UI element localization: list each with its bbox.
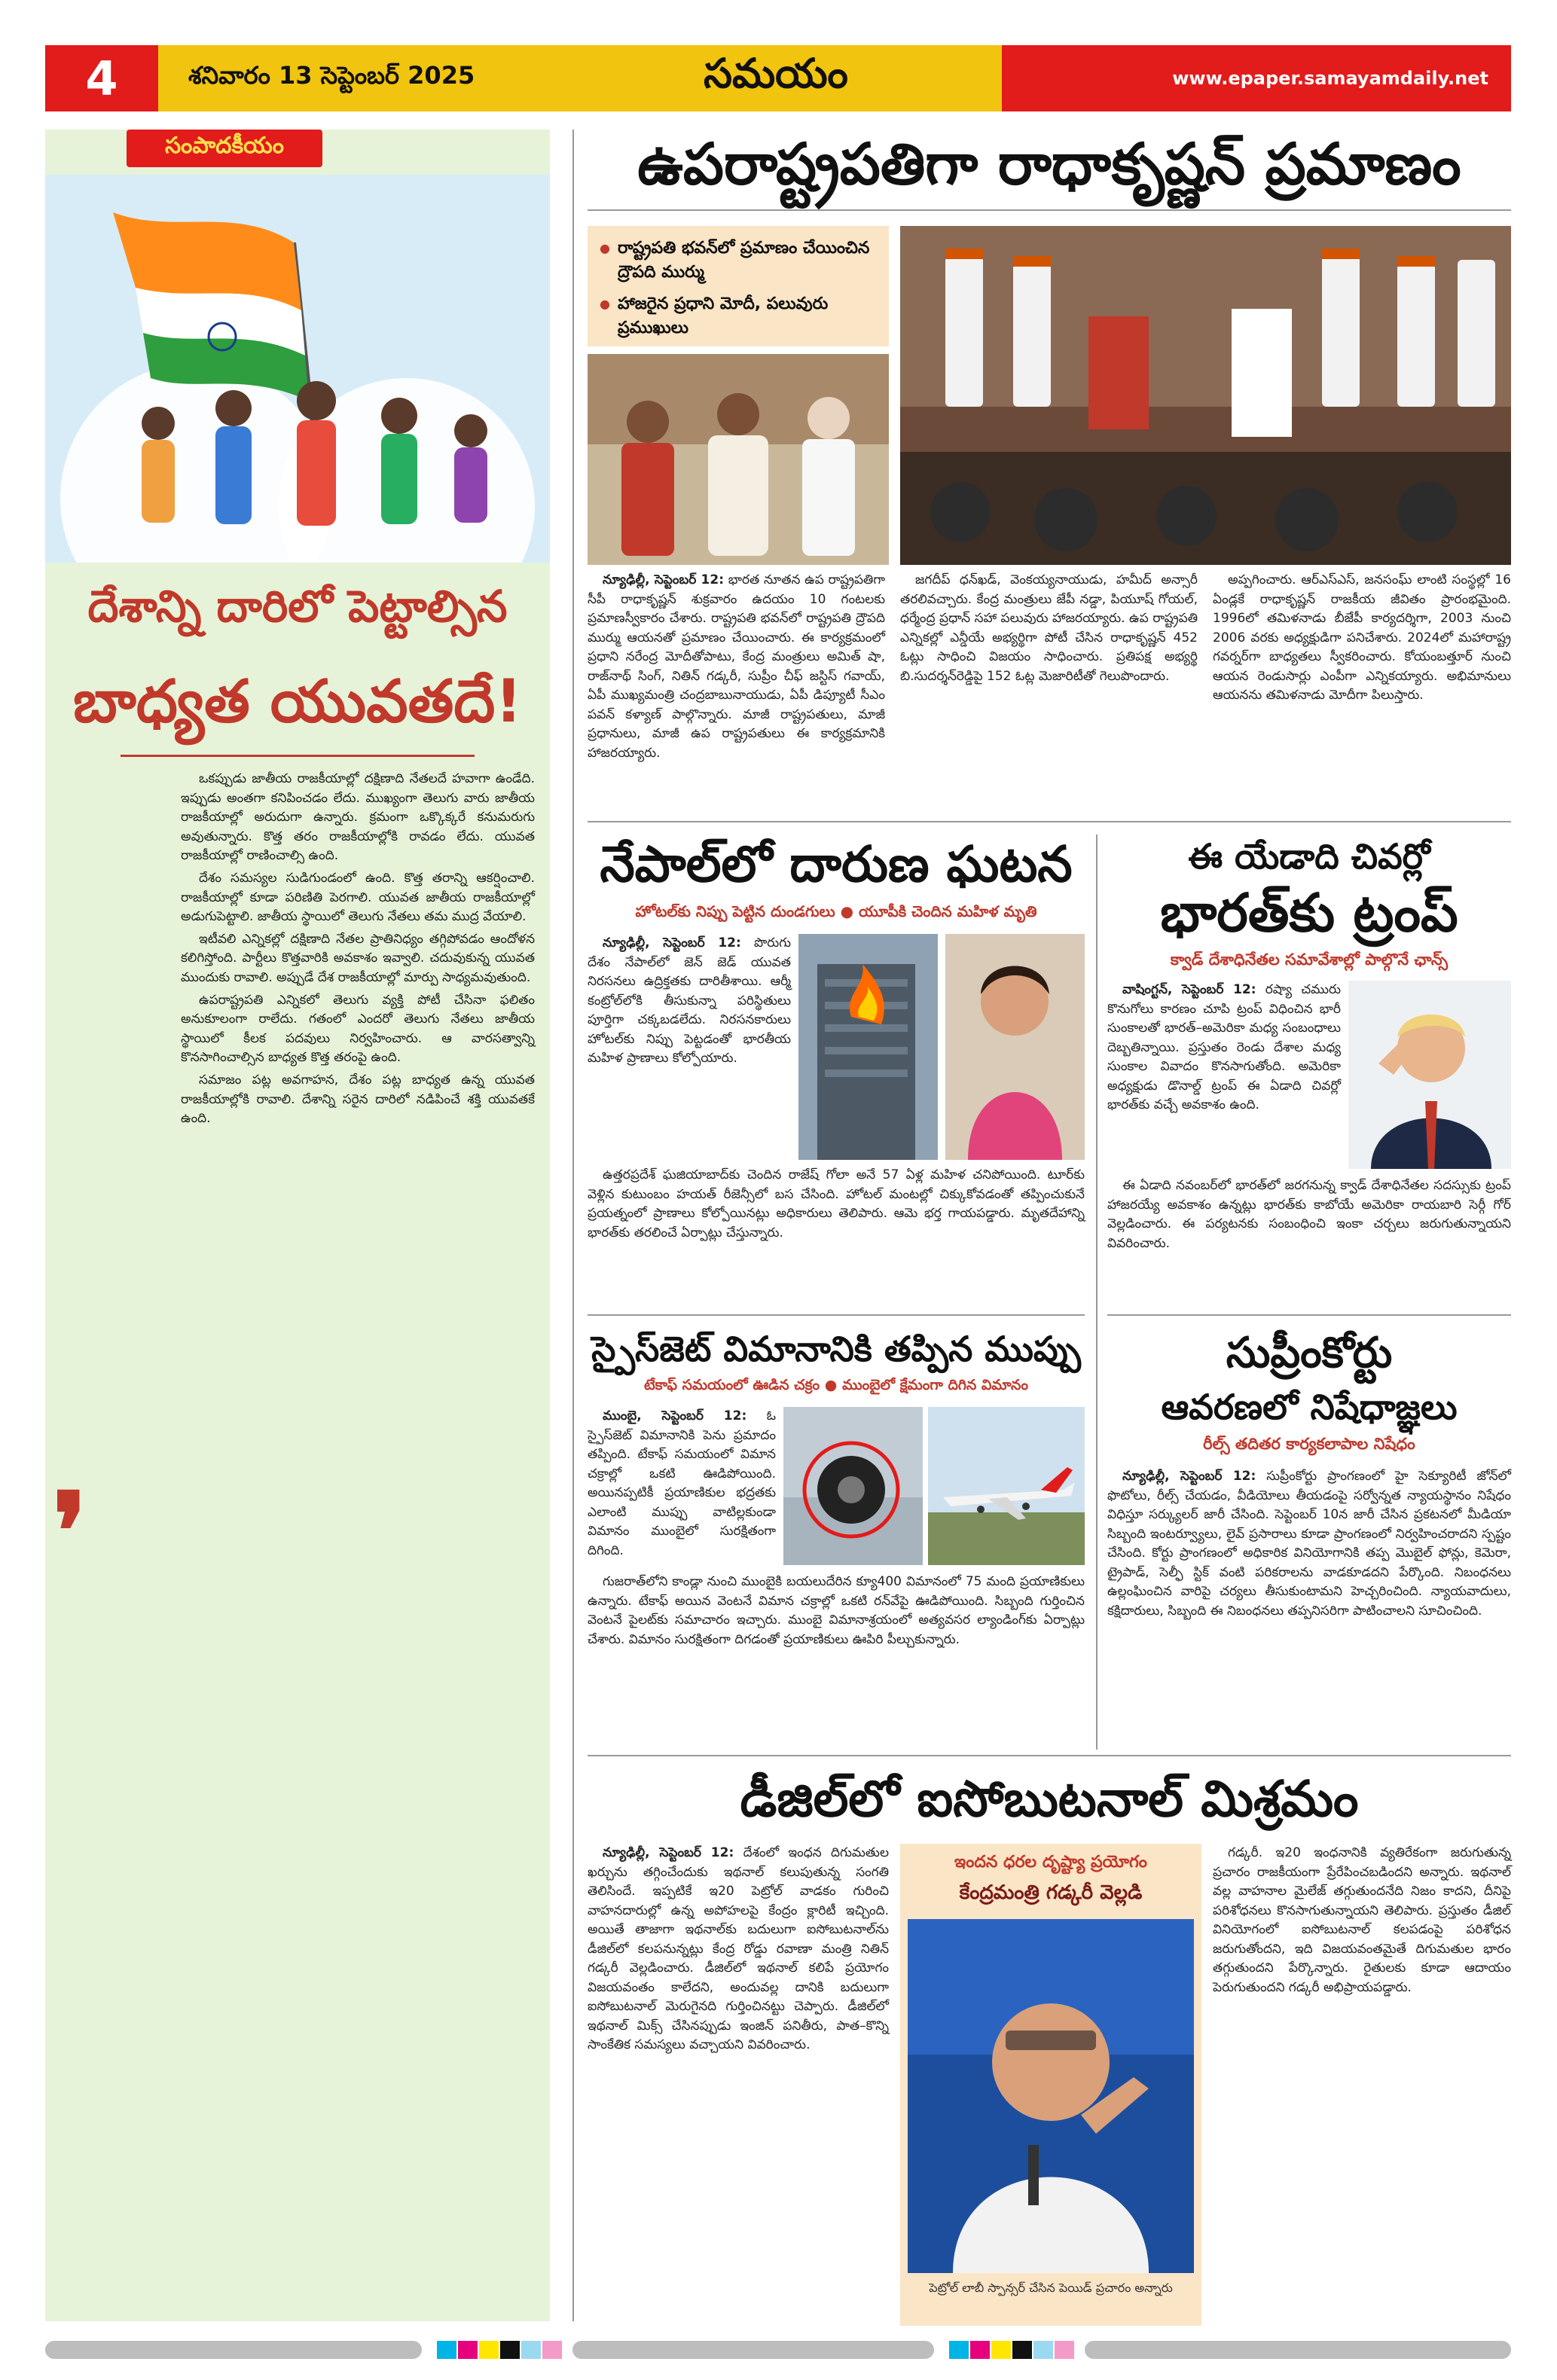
- masthead: సమయం: [550, 45, 1002, 111]
- trump-body-b: ఈ ఏడాది నవంబర్‌లో భారత్‌లో జరగనున్న క్వాడ్ దేశాధినేతల సదస్సుకు ట్రంప్ హాజరయ్యే అవకాశం ఉన్నట్లు భారత్‌కు కాబోయే అమెరికా రాయబారి సెర్గీ గోర్ వెల్లడించారు. ఈ పర్యటనకు సంబంధించి ఇంకా చర్చలు జరుగుతున్నాయని వివరించారు.: [1107, 1178, 1511, 1251]
- nepal-subhead: హోటల్‌కు నిప్పు పెట్టిన దుండగులు ● యూపీకి చెందిన మహిళ మృతి: [635, 902, 1037, 920]
- vp-photo-small: [588, 354, 889, 565]
- trump-subhead: క్వాడ్ దేశాధినేతల సమావేశాల్లో పాల్గొనే ఛాన్స్: [1170, 950, 1449, 969]
- vp-highlight-item: ● హాజరైన ప్రధాని మోదీ, పలువురు ప్రముఖులు: [600, 292, 877, 340]
- nepal-body-a: పొరుగు దేశం నేపాల్‌లో జెన్ జెడ్ యువత నిరసనలు ఉద్రిక్తతకు దారితీశాయి. ఆర్మీ కంట్రోల్‌లోకి తీసుకున్నా పరిస్థితులు పూర్తిగా చక్కబడలేదు. నిరసనకారులు హోటల్‌కు నిప్పు పెట్టడంతో భారతీయ మహిళ ప్రాణాలు కోల్పోయారు.: [588, 935, 791, 1066]
- print-registration-strip: [45, 2341, 1511, 2359]
- epaper-url[interactable]: www.epaper.samayamdaily.net: [1002, 45, 1511, 111]
- diesel-text-col3: [1213, 1844, 1511, 2000]
- diesel-feature-box: [900, 1844, 1201, 2326]
- diesel-headline: డీజిల్‌లో ఐసోబుటనాల్ మిశ్రమం: [740, 1770, 1359, 1828]
- vp-photo-main: [900, 226, 1511, 565]
- vp-text-col3: [1213, 571, 1511, 708]
- sc-text: [1107, 1467, 1511, 1623]
- box-title: ఇందన ధరల దృష్ట్యా ప్రయోగం: [954, 1853, 1147, 1872]
- sc-dateline: న్యూఢిల్లీ, సెప్టెంబర్ 12:: [1122, 1469, 1256, 1484]
- trump-text-b: [1107, 1176, 1511, 1256]
- nepal-body-b: ఉత్తరప్రదేశ్ ఘజియాబాద్‌కు చెందిన రాజేష్ గోలా అనే 57 ఏళ్ల మహిళ చనిపోయింది. టూర్‌కు వెళ్లిన కుటుంబం హయత్ రీజెన్సీలో బస చేసింది. హోటల్ మంటల్లో చిక్కుకోవడంతో తప్పించుకునే ప్రయత్నంలో ప్రాణాలు కోల్పోయినట్లు అధికారులు తెలిపారు. ఆమె భర్త గాయపడ్డారు. మృతదేహాన్ని భారత్‌కు తరలించే ఏర్పాట్లు చేస్తున్నారు.: [588, 1167, 1085, 1240]
- trump-body-a: రష్యా చమురు కొనుగోలు కారణం చూపి ట్రంప్ విధించిన భారీ సుంకాలతో భారత్–అమెరికా మధ్య సంబంధాలు దెబ్బతిన్నాయి. ప్రస్తుతం రెండు దేశాల మధ్య సుంకాల వివాదం కొనసాగుతోంది. అమెరికా అధ్యక్షుడు డొనాల్డ్ ట్రంప్ ఈ ఏడాది చివర్లో భారత్‌కు వచ్చే అవకాశం ఉంది.: [1107, 982, 1341, 1112]
- sc-headline-line2: ఆవరణలో నిషేధాజ్ఞలు: [1161, 1387, 1458, 1427]
- editorial-paragraph: సమాజం పట్ల అవగాహన, దేశం పట్ల బాధ్యత ఉన్న యువత రాజకీయాల్లోకి రావాలి. దేశాన్ని సరైన దారిలో నడిపించే శక్తి యువతకే ఉంది.: [181, 1072, 535, 1127]
- vp-highlight-item: ● రాష్ట్రపతి భవన్‌లో ప్రమాణం చేయించిన ద్రౌపది ముర్ము: [600, 236, 877, 285]
- spicejet-headline: స్పైస్‌జెట్ విమానానికి తప్పిన ముప్పు: [591, 1329, 1081, 1369]
- diesel-body-3: గడ్కరీ. ఇ20 ఇంధనానికి వ్యతిరేకంగా జరుగుతున్న ప్రచారం రాజకీయంగా ప్రేరేపించబడిందని అన్నారు. ఇథనాల్ వల్ల వాహనాల మైలేజ్ తగ్గుతుందనేది నిజం కాదని, దీనిపై పరిశోధనలు కొనసాగుతున్నాయని తెలిపారు. ప్రస్తుతం డీజిల్ వినియోగంలో ఐసోబుటనాల్ కలపడంపై పరిశోధన జరుగుతోందని, ఇది విజయవంతమైతే దిగుమతుల భారం తగ్గుతుందని పేర్కొన్నారు. రైతులకు కూడా ఆదాయం పెరుగుతుందని గడ్కరీ అభిప్రాయపడ్డారు.: [1213, 1845, 1511, 1995]
- nepal-dateline: న్యూఢిల్లీ, సెప్టెంబర్ 12:: [603, 935, 741, 950]
- vp-dateline: న్యూఢిల్లీ, సెప్టెంబర్ 12:: [603, 572, 724, 587]
- trump-photo: [1348, 981, 1511, 1169]
- nepal-text-b: [588, 1166, 1085, 1245]
- vp-body-3: అప్పగించారు. ఆర్ఎస్ఎస్, జనసంఘ్ లాంటి సంస్థల్లో 16 ఏండ్లకే రాధాకృష్ణన్ రాజకీయ జీవితం ప్రారంభమైంది. 1996లో తమిళనాడు బీజేపీ కార్యదర్శిగా, 2003 నుంచి 2006 వరకు అధ్యక్షుడిగా పనిచేశారు. 2024లో మహారాష్ట్ర గవర్నర్‌గా బాధ్యతలు స్వీకరించారు. కోయంబత్తూర్ నుంచి ఆయన రెండుసార్లు ఎంపీగా ఎన్నికయ్యారు. అభిమానులు ఆయనను తమిళనాడు మోదీగా పిలుస్తారు.: [1213, 572, 1511, 703]
- gadkari-photo: [908, 1919, 1194, 2273]
- editorial-paragraph: ఒకప్పుడు జాతీయ రాజకీయాల్లో దక్షిణాది నేతలదే హవాగా ఉండేది. ఇప్పుడు అంతగా కనిపించడం లేదు. ముఖ్యంగా తెలుగు వారు జాతీయ రాజకీయాల్లో అరుదుగా ఉన్నారు. క్రమంగా ఒక్కొక్కరే కనుమరుగు అవుతున్నారు. కొత్త తరం రాజకీయాల్లోకి రావడం లేదు. యువత రాజకీయాల్లో రాణించాల్సి ఉంది.: [181, 771, 535, 864]
- trump-headline-line1: ఈ యేడాది చివర్లో: [1188, 836, 1430, 877]
- page-header: [45, 45, 1511, 111]
- vp-body-1: భారత నూతన ఉప రాష్ట్రపతిగా సీపీ రాధాకృష్ణన్ శుక్రవారం ఉదయం 10 గంటలకు ప్రమాణస్వీకారం చేశారు. రాష్ట్రపతి భవన్‌లో రాష్ట్రపతి ద్రౌపది ముర్ము ఆయనతో ప్రమాణం చేయించారు. ఈ కార్యక్రమంలో ప్రధాని నరేంద్ర మోదీతోపాటు, కేంద్ర మంత్రులు అమిత్ షా, రాజ్‌నాథ్ సింగ్, నితిన్ గడ్కరీ, సుప్రీం చీఫ్ జస్టిస్ గవాయ్, ఏపీ ముఖ్యమంత్రి చంద్రబాబునాయుడు, ఏపీ డిప్యూటీ సీఎం పవన్ కళ్యాణ్ పాల్గొన్నారు. మాజీ రాష్ట్రపతులు, మాజీ ప్రధానులు, మాజీ ఉప రాష్ట్రపతులు ఈ కార్యక్రమానికి హాజరయ్యారు.: [588, 572, 886, 761]
- editorial-headline-line2: బాధ్యత యువతదే!: [73, 668, 522, 736]
- headline-rule: [588, 209, 1511, 211]
- spicejet-text-b: [588, 1573, 1085, 1652]
- photo-caption: పెట్రోల్ లాబీ స్పాన్సర్ చేసిన పెయిడ్ ప్రచారం అన్నారు: [929, 2281, 1173, 2295]
- nepal-text-a: [588, 934, 791, 1071]
- sc-subhead: రీల్స్ తదితర కార్యకలాపాల నిషేధం: [1203, 1435, 1415, 1453]
- spicejet-body-b: గుజరాత్‌లోని కాండ్లా నుంచి ముంబైకి బయలుదేరిన క్యూ400 విమానంలో 75 మంది ప్రయాణికులు ఉన్నారు. టేకాఫ్ అయిన వెంటనే విమాన చక్రాల్లో ఒకటి రన్‌వేపై ఊడిపోయింది. సిబ్బంది గుర్తించిన వెంటనే పైలట్‌కు సమాచారం ఇచ్చారు. ముంబై విమానాశ్రయంలో అత్యవసర ల్యాండింగ్‌కు ఏర్పాట్లు చేశారు. విమానం సురక్షితంగా దిగడంతో ప్రయాణికులు ఊపిరి పీల్చుకున్నారు.: [588, 1574, 1085, 1647]
- vp-body-2: జగదీప్ ధన్‌ఖడ్, వెంకయ్యనాయుడు, హమీద్ అన్సారీ తరలివచ్చారు. కేంద్ర మంత్రులు జేపీ నడ్డా, పియూష్ గోయల్, ధర్మేంద్ర ప్రధాన్ సహా పలువురు హాజరయ్యారు. ఉప రాష్ట్రపతి ఎన్నికల్లో ఎన్డీయే అభ్యర్థిగా పోటీ చేసిన రాధాకృష్ణన్ 452 ఓట్లు సాధించి విజయం సాధించారు. ప్రతిపక్ష అభ్యర్థి బి.సుదర్శన్‌రెడ్డిపై 152 ఓట్ల మెజారిటీతో గెలుపొందారు.: [900, 572, 1198, 684]
- editorial-panel: [45, 130, 550, 2321]
- sc-headline-line1: సుప్రీంకోర్టు: [1226, 1329, 1393, 1378]
- spicejet-dateline: ముంబై, సెప్టెంబర్ 12:: [603, 1408, 747, 1423]
- trump-dateline: వాషింగ్టన్, సెప్టెంబర్ 12:: [1122, 982, 1256, 997]
- spicejet-subhead: టేకాఫ్ సమయంలో ఊడిన చక్రం ● ముంబైలో క్షేమంగా దిగిన విమానం: [644, 1377, 1028, 1393]
- aircraft-photo: [928, 1407, 1085, 1565]
- victim-photo: [945, 934, 1085, 1160]
- editorial-tag: సంపాదకీయం: [127, 130, 322, 167]
- vp-headline: ఉపరాష్ట్రపతిగా రాధాకృష్ణన్ ప్రమాణం: [637, 130, 1461, 197]
- editorial-headline-line1: దేశాన్ని దారిలో పెట్టాల్సిన: [87, 581, 508, 632]
- nepal-fire-photo: [798, 934, 938, 1160]
- page-number: 4: [45, 45, 158, 111]
- box-subtitle: కేంద్రమంత్రి గడ్కరీ వెల్లడి: [959, 1881, 1143, 1904]
- editorial-paragraph: ఇటీవలి ఎన్నికల్లో దక్షిణాది నేతల ప్రాతినిధ్యం తగ్గిపోవడం ఆందోళన కలిగిస్తోంది. పార్టీలు కొత్తవారికి అవకాశం ఇవ్వాలి. చదువుకున్న యువత ముందుకు రావాలి. అప్పుడే దేశ రాజకీయాల్లో మార్పు సాధ్యమవుతుంది.: [181, 931, 535, 985]
- vp-text-col2: [900, 571, 1198, 688]
- trump-text-a: [1107, 981, 1341, 1118]
- vp-highlights: [588, 226, 889, 346]
- editorial-paragraph: దేశం సమస్యల సుడిగుండంలో ఉంది. కొత్త తరాన్ని ఆకర్షించాలి. రాజకీయాల్లో కూడా పరిణితి పెరగాలి. యువత జాతీయ రాజకీయాల్లో అడుగుపెట్టాలి. జాతీయ స్థాయిలో తెలుగు నేతలు తమ ముద్ర వేయాలి.: [181, 870, 535, 925]
- issue-date: శనివారం 13 సెప్టెంబర్ 2025: [158, 45, 550, 111]
- diesel-body-1: దేశంలో ఇంధన దిగుమతుల ఖర్చును తగ్గించేందుకు ఇథనాల్ కలుపుతున్న సంగతి తెలిసిందే. ఇప్పటికే ఇ20 పెట్రోల్ వాడకం గురించి వాహనదారుల్లో ఉన్న అపోహలపై కేంద్రం క్లారిటీ ఇచ్చింది. అయితే తాజాగా ఇథనాల్‌కు బదులుగా ఐసోబుటనాల్‌ను డీజిల్‌లో కలపనున్నట్లు కేంద్ర రోడ్డు రవాణా మంత్రి నితిన్ గడ్కరీ వెల్లడించారు. డీజిల్‌లో ఇథనాల్ కలిపే ప్రయోగం విజయవంతం కాలేదని, అందువల్ల దానికి బదులుగా ఐసోబుటనాల్ మెరుగైనది గుర్తించినట్టు చెప్పారు. డీజిల్‌లో ఇథనాల్ మిక్స్ చేసినప్పుడు ఇంజిన్ పనితీరు, పాత–కొన్ని సాంకేతిక సమస్యలు వచ్చాయని వివరించారు.: [588, 1845, 889, 2052]
- column-divider: [1096, 835, 1098, 1750]
- editorial-paragraph: ఉపరాష్ట్రపతి ఎన్నికలో తెలుగు వ్యక్తి పోటీ చేసినా ఫలితం అనుకూలంగా రాలేదు. గతంలో ఎందరో తెలుగు నేతలు జాతీయ స్థాయిలో కీలక పదవులు నిర్వహించారు. ఆ వారసత్వాన్ని కొనసాగించాల్సిన బాధ్యత కొత్త తరంపై ఉంది.: [181, 992, 535, 1066]
- diesel-text-col1: [588, 1844, 889, 2058]
- editorial-body: [181, 770, 535, 1132]
- editorial-illustration: [45, 175, 550, 563]
- quote-mark-icon: ❜: [53, 1470, 87, 1594]
- spicejet-body-a: ఓ స్పైస్‌జెట్ విమానానికి పెను ప్రమాదం తప్పింది. టేకాఫ్ సమయంలో విమాన చక్రాల్లో ఒకటి ఊడిపోయింది. అయినప్పటికీ ప్రయాణికుల భద్రతకు ఎలాంటి ముప్పు వాటిల్లకుండా విమానం ముంబైలో సురక్షితంగా దిగింది.: [588, 1408, 776, 1558]
- column-divider: [572, 130, 574, 2321]
- nepal-headline: నేపాల్‌లో దారుణ ఘటన: [600, 835, 1073, 893]
- section-rule: [588, 1755, 1511, 1756]
- section-rule: [588, 1314, 1085, 1316]
- spicejet-text-a: [588, 1407, 776, 1563]
- vp-text-col1: [588, 571, 885, 765]
- sc-body: సుప్రీంకోర్టు ప్రాంగణంలో హై సెక్యూరిటీ జోన్‌లో ఫొటోలు, రీల్స్ చేయడం, వీడియోలు తీయడంపై సర్వోన్నత న్యాయస్థానం నిషేధం విధిస్తూ సర్క్యులర్ జారీ చేసింది. సెప్టెంబర్ 10న జారీ చేసిన ప్రకటనలో మీడియా సిబ్బంది ఇంటర్వ్యూలు, లైవ్ ప్రసారాలు కూడా ప్రాంగణంలో నిర్వహించరాదని స్పష్టం చేసింది. కోర్టు ప్రాంగణంలో అధికారిక వినియోగానికి తప్ప మొబైల్ ఫోన్లు, కెమెరా, ట్రైపాడ్, సెల్ఫీ స్టిక్ వంటి పరికరాలను వాడకూడదని పేర్కొంది. నిబంధనలు ఉల్లంఘించిన వారిపై చర్యలు తీసుకుంటామని హెచ్చరించింది. న్యాయవాదులు, కక్షిదారులు, సిబ్బంది ఈ నిబంధనలు తప్పనిసరిగా పాటించాలని సూచించింది.: [1107, 1469, 1511, 1619]
- diesel-dateline: న్యూఢిల్లీ, సెప్టెంబర్ 12:: [603, 1845, 734, 1860]
- trump-headline-line2: భారత్‌కు ట్రంప్: [1160, 882, 1458, 944]
- editorial-divider: [121, 755, 475, 757]
- wheel-photo: [783, 1407, 923, 1565]
- section-rule: [1107, 1314, 1511, 1316]
- section-rule: [588, 821, 1511, 822]
